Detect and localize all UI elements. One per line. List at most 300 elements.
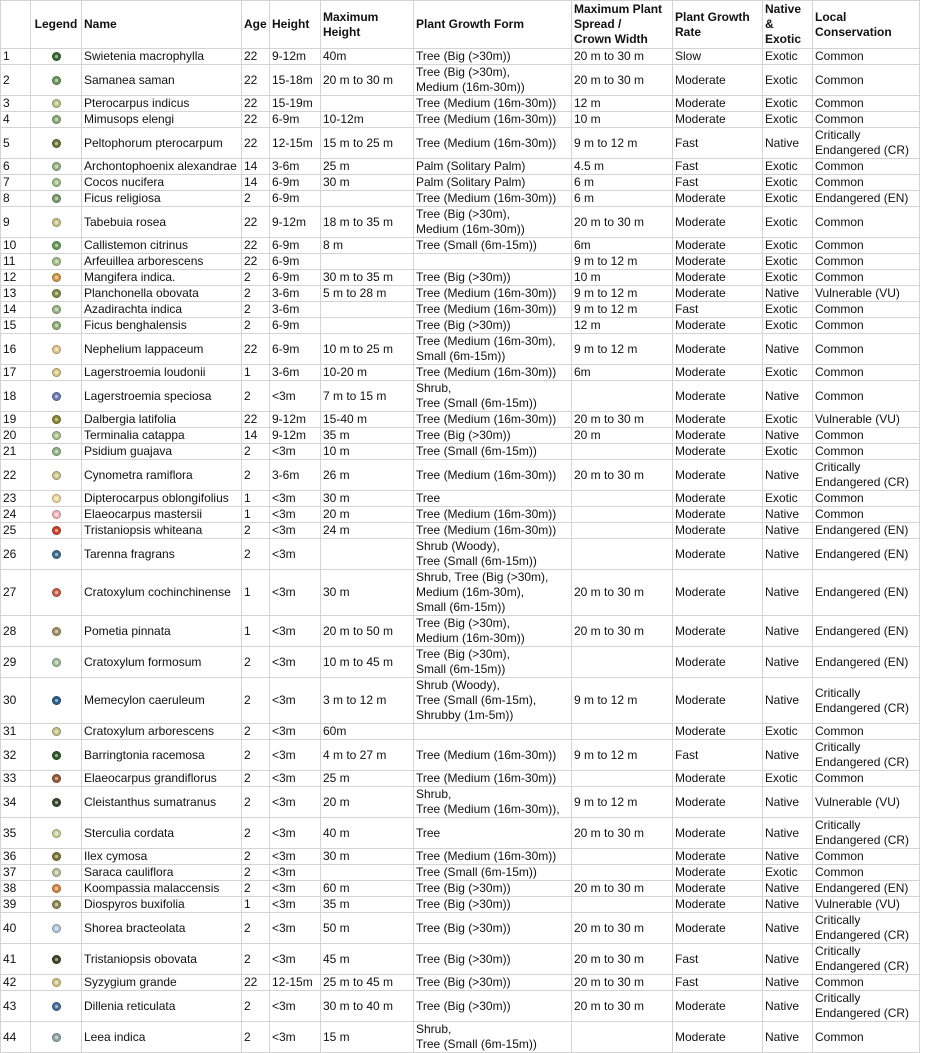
cell-growth-rate: Fast bbox=[673, 128, 763, 159]
cell-name: Samanea saman bbox=[82, 65, 242, 96]
cell-origin: Exotic bbox=[763, 191, 813, 207]
cell-age: 2 bbox=[242, 913, 270, 944]
cell-height: <3m bbox=[270, 570, 321, 616]
cell-conservation: Common bbox=[813, 254, 920, 270]
cell-name: Terminalia catappa bbox=[82, 428, 242, 444]
cell-origin: Exotic bbox=[763, 771, 813, 787]
cell-number: 34 bbox=[1, 787, 31, 818]
table-row bbox=[1, 365, 920, 381]
cell-number: 24 bbox=[1, 507, 31, 523]
cell-conservation: Critically Endangered (CR) bbox=[813, 944, 920, 975]
cell-age: 2 bbox=[242, 647, 270, 678]
legend-dot-icon bbox=[52, 727, 61, 736]
cell-height: <3m bbox=[270, 1022, 321, 1053]
legend-dot-icon bbox=[52, 868, 61, 877]
header-growth-rate: Plant Growth Rate bbox=[673, 1, 763, 49]
legend-dot-icon bbox=[52, 99, 61, 108]
cell-origin: Exotic bbox=[763, 302, 813, 318]
cell-height: 9-12m bbox=[270, 49, 321, 65]
cell-age: 14 bbox=[242, 428, 270, 444]
legend-cell bbox=[31, 460, 82, 491]
cell-height: 3-6m bbox=[270, 159, 321, 175]
cell-conservation: Critically Endangered (CR) bbox=[813, 460, 920, 491]
legend-dot-icon bbox=[52, 305, 61, 314]
cell-max-height: 18 m to 35 m bbox=[321, 207, 414, 238]
cell-max-height: 20 m to 50 m bbox=[321, 616, 414, 647]
cell-max-height: 15 m to 25 m bbox=[321, 128, 414, 159]
cell-number: 38 bbox=[1, 881, 31, 897]
cell-spread bbox=[572, 647, 673, 678]
cell-growth-form: Palm (Solitary Palm) bbox=[414, 175, 572, 191]
cell-number: 41 bbox=[1, 944, 31, 975]
cell-number: 18 bbox=[1, 381, 31, 412]
legend-cell bbox=[31, 881, 82, 897]
cell-growth-rate: Fast bbox=[673, 944, 763, 975]
cell-spread: 20 m to 30 m bbox=[572, 570, 673, 616]
cell-height: <3m bbox=[270, 491, 321, 507]
legend-cell bbox=[31, 128, 82, 159]
cell-name: Tristaniopsis obovata bbox=[82, 944, 242, 975]
legend-dot-icon bbox=[52, 431, 61, 440]
legend-cell bbox=[31, 913, 82, 944]
cell-growth-rate: Moderate bbox=[673, 647, 763, 678]
cell-max-height: 30 m bbox=[321, 491, 414, 507]
cell-spread: 9 m to 12 m bbox=[572, 334, 673, 365]
legend-dot-icon bbox=[52, 627, 61, 636]
cell-growth-rate: Fast bbox=[673, 975, 763, 991]
legend-cell bbox=[31, 444, 82, 460]
table-row bbox=[1, 647, 920, 678]
legend-cell bbox=[31, 175, 82, 191]
table-row bbox=[1, 913, 920, 944]
cell-origin: Native bbox=[763, 818, 813, 849]
cell-spread bbox=[572, 507, 673, 523]
legend-cell bbox=[31, 507, 82, 523]
cell-growth-form: Tree (Big (>30m)) bbox=[414, 913, 572, 944]
cell-max-height bbox=[321, 96, 414, 112]
legend-cell bbox=[31, 428, 82, 444]
cell-max-height: 7 m to 15 m bbox=[321, 381, 414, 412]
cell-growth-form: Tree (Big (>30m)) bbox=[414, 49, 572, 65]
cell-growth-rate: Moderate bbox=[673, 616, 763, 647]
cell-spread: 9 m to 12 m bbox=[572, 286, 673, 302]
cell-growth-rate: Moderate bbox=[673, 334, 763, 365]
cell-age: 1 bbox=[242, 897, 270, 913]
cell-height: <3m bbox=[270, 897, 321, 913]
cell-age: 22 bbox=[242, 412, 270, 428]
cell-origin: Native bbox=[763, 897, 813, 913]
cell-height: <3m bbox=[270, 881, 321, 897]
cell-growth-rate: Moderate bbox=[673, 191, 763, 207]
cell-max-height: 3 m to 12 m bbox=[321, 678, 414, 724]
cell-growth-form: Tree (Big (>30m), Small (6m-15m)) bbox=[414, 647, 572, 678]
table-row bbox=[1, 944, 920, 975]
cell-growth-form: Tree (Medium (16m-30m)) bbox=[414, 365, 572, 381]
cell-spread: 20 m to 30 m bbox=[572, 944, 673, 975]
cell-growth-form: Tree (Big (>30m)) bbox=[414, 897, 572, 913]
cell-origin: Native bbox=[763, 991, 813, 1022]
cell-max-height: 25 m bbox=[321, 159, 414, 175]
cell-name: Nephelium lappaceum bbox=[82, 334, 242, 365]
legend-cell bbox=[31, 318, 82, 334]
legend-dot-icon bbox=[52, 588, 61, 597]
legend-cell bbox=[31, 991, 82, 1022]
cell-origin: Native bbox=[763, 381, 813, 412]
cell-origin: Exotic bbox=[763, 254, 813, 270]
legend-dot-icon bbox=[52, 115, 61, 124]
cell-growth-rate: Moderate bbox=[673, 444, 763, 460]
table-row bbox=[1, 254, 920, 270]
cell-growth-rate: Moderate bbox=[673, 771, 763, 787]
cell-conservation: Common bbox=[813, 334, 920, 365]
cell-height: 9-12m bbox=[270, 428, 321, 444]
cell-origin: Exotic bbox=[763, 491, 813, 507]
table-row bbox=[1, 787, 920, 818]
legend-cell bbox=[31, 49, 82, 65]
cell-height: 15-18m bbox=[270, 65, 321, 96]
cell-origin: Exotic bbox=[763, 159, 813, 175]
cell-growth-form: Tree (Medium (16m-30m)) bbox=[414, 112, 572, 128]
cell-age: 2 bbox=[242, 302, 270, 318]
cell-number: 9 bbox=[1, 207, 31, 238]
cell-age: 2 bbox=[242, 460, 270, 491]
cell-spread: 20 m to 30 m bbox=[572, 49, 673, 65]
cell-height: <3m bbox=[270, 444, 321, 460]
cell-name: Pometia pinnata bbox=[82, 616, 242, 647]
cell-height: <3m bbox=[270, 849, 321, 865]
cell-name: Shorea bracteolata bbox=[82, 913, 242, 944]
cell-name: Ficus religiosa bbox=[82, 191, 242, 207]
cell-height: 9-12m bbox=[270, 207, 321, 238]
cell-number: 25 bbox=[1, 523, 31, 539]
header-name: Name bbox=[82, 1, 242, 49]
table-row bbox=[1, 881, 920, 897]
cell-spread bbox=[572, 491, 673, 507]
cell-age: 2 bbox=[242, 865, 270, 881]
cell-origin: Native bbox=[763, 616, 813, 647]
cell-age: 22 bbox=[242, 334, 270, 365]
cell-origin: Exotic bbox=[763, 65, 813, 96]
cell-height: 6-9m bbox=[270, 318, 321, 334]
header-spread: Maximum Plant Spread / Crown Width bbox=[572, 1, 673, 49]
cell-age: 22 bbox=[242, 128, 270, 159]
cell-spread bbox=[572, 724, 673, 740]
cell-max-height: 24 m bbox=[321, 523, 414, 539]
cell-conservation: Common bbox=[813, 849, 920, 865]
cell-conservation: Endangered (EN) bbox=[813, 539, 920, 570]
cell-max-height: 20 m to 30 m bbox=[321, 65, 414, 96]
cell-spread: 10 m bbox=[572, 112, 673, 128]
cell-name: Cratoxylum arborescens bbox=[82, 724, 242, 740]
cell-max-height: 30 m bbox=[321, 849, 414, 865]
legend-dot-icon bbox=[52, 447, 61, 456]
table-row bbox=[1, 428, 920, 444]
cell-growth-form: Tree (Big (>30m), Medium (16m-30m)) bbox=[414, 616, 572, 647]
cell-age: 2 bbox=[242, 881, 270, 897]
header-max-height: Maximum Height bbox=[321, 1, 414, 49]
cell-name: Cocos nucifera bbox=[82, 175, 242, 191]
cell-growth-form: Shrub, Tree (Medium (16m-30m)), bbox=[414, 787, 572, 818]
cell-number: 28 bbox=[1, 616, 31, 647]
cell-age: 2 bbox=[242, 1022, 270, 1053]
cell-name: Ficus benghalensis bbox=[82, 318, 242, 334]
cell-name: Tarenna fragrans bbox=[82, 539, 242, 570]
cell-growth-form: Tree (Big (>30m)) bbox=[414, 881, 572, 897]
legend-cell bbox=[31, 647, 82, 678]
cell-conservation: Endangered (EN) bbox=[813, 881, 920, 897]
cell-name: Diospyros buxifolia bbox=[82, 897, 242, 913]
cell-spread bbox=[572, 539, 673, 570]
cell-growth-form: Tree bbox=[414, 491, 572, 507]
table-body bbox=[1, 49, 920, 1053]
cell-growth-form: Tree (Medium (16m-30m), Small (6m-15m)) bbox=[414, 334, 572, 365]
cell-max-height: 30 m bbox=[321, 570, 414, 616]
cell-max-height: 5 m to 28 m bbox=[321, 286, 414, 302]
cell-growth-rate: Moderate bbox=[673, 1022, 763, 1053]
legend-cell bbox=[31, 975, 82, 991]
legend-cell bbox=[31, 159, 82, 175]
cell-height: 3-6m bbox=[270, 460, 321, 491]
table-row bbox=[1, 570, 920, 616]
legend-cell bbox=[31, 771, 82, 787]
table-row bbox=[1, 771, 920, 787]
legend-dot-icon bbox=[52, 550, 61, 559]
legend-dot-icon bbox=[52, 884, 61, 893]
table-row bbox=[1, 238, 920, 254]
table-row bbox=[1, 865, 920, 881]
cell-height: <3m bbox=[270, 523, 321, 539]
cell-spread bbox=[572, 523, 673, 539]
legend-dot-icon bbox=[52, 900, 61, 909]
cell-max-height: 10 m bbox=[321, 444, 414, 460]
cell-growth-rate: Moderate bbox=[673, 570, 763, 616]
cell-height: <3m bbox=[270, 539, 321, 570]
cell-height: 3-6m bbox=[270, 286, 321, 302]
table-row bbox=[1, 159, 920, 175]
cell-growth-form: Shrub (Woody), Tree (Small (6m-15m)) bbox=[414, 539, 572, 570]
cell-age: 1 bbox=[242, 365, 270, 381]
legend-dot-icon bbox=[52, 273, 61, 282]
cell-number: 20 bbox=[1, 428, 31, 444]
cell-number: 33 bbox=[1, 771, 31, 787]
cell-height: <3m bbox=[270, 740, 321, 771]
cell-conservation: Endangered (EN) bbox=[813, 523, 920, 539]
cell-max-height: 25 m bbox=[321, 771, 414, 787]
cell-number: 19 bbox=[1, 412, 31, 428]
cell-age: 2 bbox=[242, 444, 270, 460]
cell-conservation: Common bbox=[813, 238, 920, 254]
legend-cell bbox=[31, 254, 82, 270]
cell-conservation: Critically Endangered (CR) bbox=[813, 128, 920, 159]
cell-name: Tabebuia rosea bbox=[82, 207, 242, 238]
cell-growth-rate: Moderate bbox=[673, 849, 763, 865]
cell-number: 4 bbox=[1, 112, 31, 128]
legend-dot-icon bbox=[52, 798, 61, 807]
cell-origin: Exotic bbox=[763, 175, 813, 191]
legend-cell bbox=[31, 334, 82, 365]
cell-growth-form: Tree (Medium (16m-30m)) bbox=[414, 771, 572, 787]
legend-dot-icon bbox=[52, 924, 61, 933]
legend-dot-icon bbox=[52, 415, 61, 424]
cell-number: 16 bbox=[1, 334, 31, 365]
cell-spread: 20 m to 30 m bbox=[572, 65, 673, 96]
legend-dot-icon bbox=[52, 978, 61, 987]
table-row bbox=[1, 678, 920, 724]
cell-height: 6-9m bbox=[270, 238, 321, 254]
cell-origin: Native bbox=[763, 128, 813, 159]
legend-dot-icon bbox=[52, 471, 61, 480]
cell-spread bbox=[572, 771, 673, 787]
cell-spread: 9 m to 12 m bbox=[572, 787, 673, 818]
cell-height: 6-9m bbox=[270, 254, 321, 270]
header-legend: Legend bbox=[31, 1, 82, 49]
cell-name: Leea indica bbox=[82, 1022, 242, 1053]
cell-growth-rate: Moderate bbox=[673, 539, 763, 570]
cell-number: 42 bbox=[1, 975, 31, 991]
cell-growth-rate: Moderate bbox=[673, 65, 763, 96]
cell-origin: Native bbox=[763, 286, 813, 302]
cell-growth-form: Shrub, Tree (Small (6m-15m)) bbox=[414, 381, 572, 412]
cell-conservation: Common bbox=[813, 318, 920, 334]
legend-dot-icon bbox=[52, 194, 61, 203]
cell-growth-form: Tree (Big (>30m)) bbox=[414, 428, 572, 444]
legend-cell bbox=[31, 523, 82, 539]
cell-origin: Exotic bbox=[763, 207, 813, 238]
table-row bbox=[1, 334, 920, 365]
cell-origin: Exotic bbox=[763, 238, 813, 254]
cell-conservation: Common bbox=[813, 975, 920, 991]
cell-conservation: Critically Endangered (CR) bbox=[813, 913, 920, 944]
legend-dot-icon bbox=[52, 178, 61, 187]
cell-age: 1 bbox=[242, 616, 270, 647]
cell-growth-rate: Moderate bbox=[673, 897, 763, 913]
cell-growth-rate: Slow bbox=[673, 49, 763, 65]
cell-growth-form: Shrub, Tree (Big (>30m), Medium (16m-30m), Small (6m-15m)) bbox=[414, 570, 572, 616]
legend-cell bbox=[31, 818, 82, 849]
cell-name: Mangifera indica. bbox=[82, 270, 242, 286]
cell-conservation: Common bbox=[813, 175, 920, 191]
cell-age: 22 bbox=[242, 254, 270, 270]
cell-conservation: Common bbox=[813, 365, 920, 381]
legend-cell bbox=[31, 570, 82, 616]
cell-spread: 9 m to 12 m bbox=[572, 254, 673, 270]
cell-max-height bbox=[321, 254, 414, 270]
cell-origin: Native bbox=[763, 539, 813, 570]
cell-name: Elaeocarpus grandiflorus bbox=[82, 771, 242, 787]
cell-conservation: Common bbox=[813, 159, 920, 175]
cell-max-height: 26 m bbox=[321, 460, 414, 491]
cell-height: <3m bbox=[270, 507, 321, 523]
cell-growth-rate: Fast bbox=[673, 175, 763, 191]
cell-max-height: 10-20 m bbox=[321, 365, 414, 381]
cell-origin: Exotic bbox=[763, 49, 813, 65]
cell-growth-form: Palm (Solitary Palm) bbox=[414, 159, 572, 175]
cell-height: 9-12m bbox=[270, 412, 321, 428]
cell-growth-form: Tree (Medium (16m-30m)) bbox=[414, 96, 572, 112]
cell-number: 12 bbox=[1, 270, 31, 286]
cell-conservation: Critically Endangered (CR) bbox=[813, 991, 920, 1022]
table-row bbox=[1, 616, 920, 647]
cell-conservation: Common bbox=[813, 65, 920, 96]
cell-height: <3m bbox=[270, 944, 321, 975]
cell-age: 2 bbox=[242, 771, 270, 787]
cell-max-height: 60m bbox=[321, 724, 414, 740]
cell-age: 2 bbox=[242, 381, 270, 412]
table-row bbox=[1, 302, 920, 318]
legend-dot-icon bbox=[52, 658, 61, 667]
cell-name: Dillenia reticulata bbox=[82, 991, 242, 1022]
cell-name: Cynometra ramiflora bbox=[82, 460, 242, 491]
legend-dot-icon bbox=[52, 139, 61, 148]
cell-max-height: 20 m bbox=[321, 787, 414, 818]
legend-cell bbox=[31, 270, 82, 286]
cell-name: Sterculia cordata bbox=[82, 818, 242, 849]
cell-number: 32 bbox=[1, 740, 31, 771]
table-row bbox=[1, 523, 920, 539]
cell-origin: Native bbox=[763, 647, 813, 678]
cell-age: 2 bbox=[242, 991, 270, 1022]
cell-number: 10 bbox=[1, 238, 31, 254]
cell-growth-rate: Moderate bbox=[673, 412, 763, 428]
cell-growth-form: Tree (Small (6m-15m)) bbox=[414, 444, 572, 460]
cell-spread: 20 m to 30 m bbox=[572, 412, 673, 428]
cell-height: 12-15m bbox=[270, 128, 321, 159]
cell-growth-rate: Moderate bbox=[673, 678, 763, 724]
cell-spread: 6m bbox=[572, 365, 673, 381]
cell-age: 2 bbox=[242, 523, 270, 539]
cell-height: <3m bbox=[270, 647, 321, 678]
cell-origin: Native bbox=[763, 570, 813, 616]
cell-origin: Native bbox=[763, 1022, 813, 1053]
cell-growth-rate: Moderate bbox=[673, 238, 763, 254]
cell-origin: Exotic bbox=[763, 865, 813, 881]
cell-age: 22 bbox=[242, 975, 270, 991]
cell-age: 14 bbox=[242, 175, 270, 191]
cell-origin: Native bbox=[763, 849, 813, 865]
cell-growth-rate: Moderate bbox=[673, 724, 763, 740]
cell-origin: Native bbox=[763, 428, 813, 444]
legend-cell bbox=[31, 381, 82, 412]
legend-dot-icon bbox=[52, 321, 61, 330]
legend-cell bbox=[31, 365, 82, 381]
cell-name: Ilex cymosa bbox=[82, 849, 242, 865]
cell-origin: Exotic bbox=[763, 444, 813, 460]
cell-spread: 20 m to 30 m bbox=[572, 913, 673, 944]
cell-number: 5 bbox=[1, 128, 31, 159]
legend-dot-icon bbox=[52, 829, 61, 838]
table-row bbox=[1, 460, 920, 491]
legend-cell bbox=[31, 787, 82, 818]
cell-name: Planchonella obovata bbox=[82, 286, 242, 302]
cell-age: 2 bbox=[242, 286, 270, 302]
cell-height: <3m bbox=[270, 787, 321, 818]
cell-growth-form: Tree (Medium (16m-30m)) bbox=[414, 302, 572, 318]
legend-dot-icon bbox=[52, 1033, 61, 1042]
cell-number: 11 bbox=[1, 254, 31, 270]
cell-max-height: 35 m bbox=[321, 897, 414, 913]
cell-name: Saraca cauliflora bbox=[82, 865, 242, 881]
legend-cell bbox=[31, 865, 82, 881]
legend-dot-icon bbox=[52, 1002, 61, 1011]
cell-max-height: 20 m bbox=[321, 507, 414, 523]
cell-name: Lagerstroemia loudonii bbox=[82, 365, 242, 381]
cell-growth-form: Tree (Big (>30m)) bbox=[414, 944, 572, 975]
cell-height: <3m bbox=[270, 678, 321, 724]
cell-spread: 12 m bbox=[572, 96, 673, 112]
cell-conservation: Vulnerable (VU) bbox=[813, 787, 920, 818]
legend-dot-icon bbox=[52, 696, 61, 705]
cell-name: Pterocarpus indicus bbox=[82, 96, 242, 112]
